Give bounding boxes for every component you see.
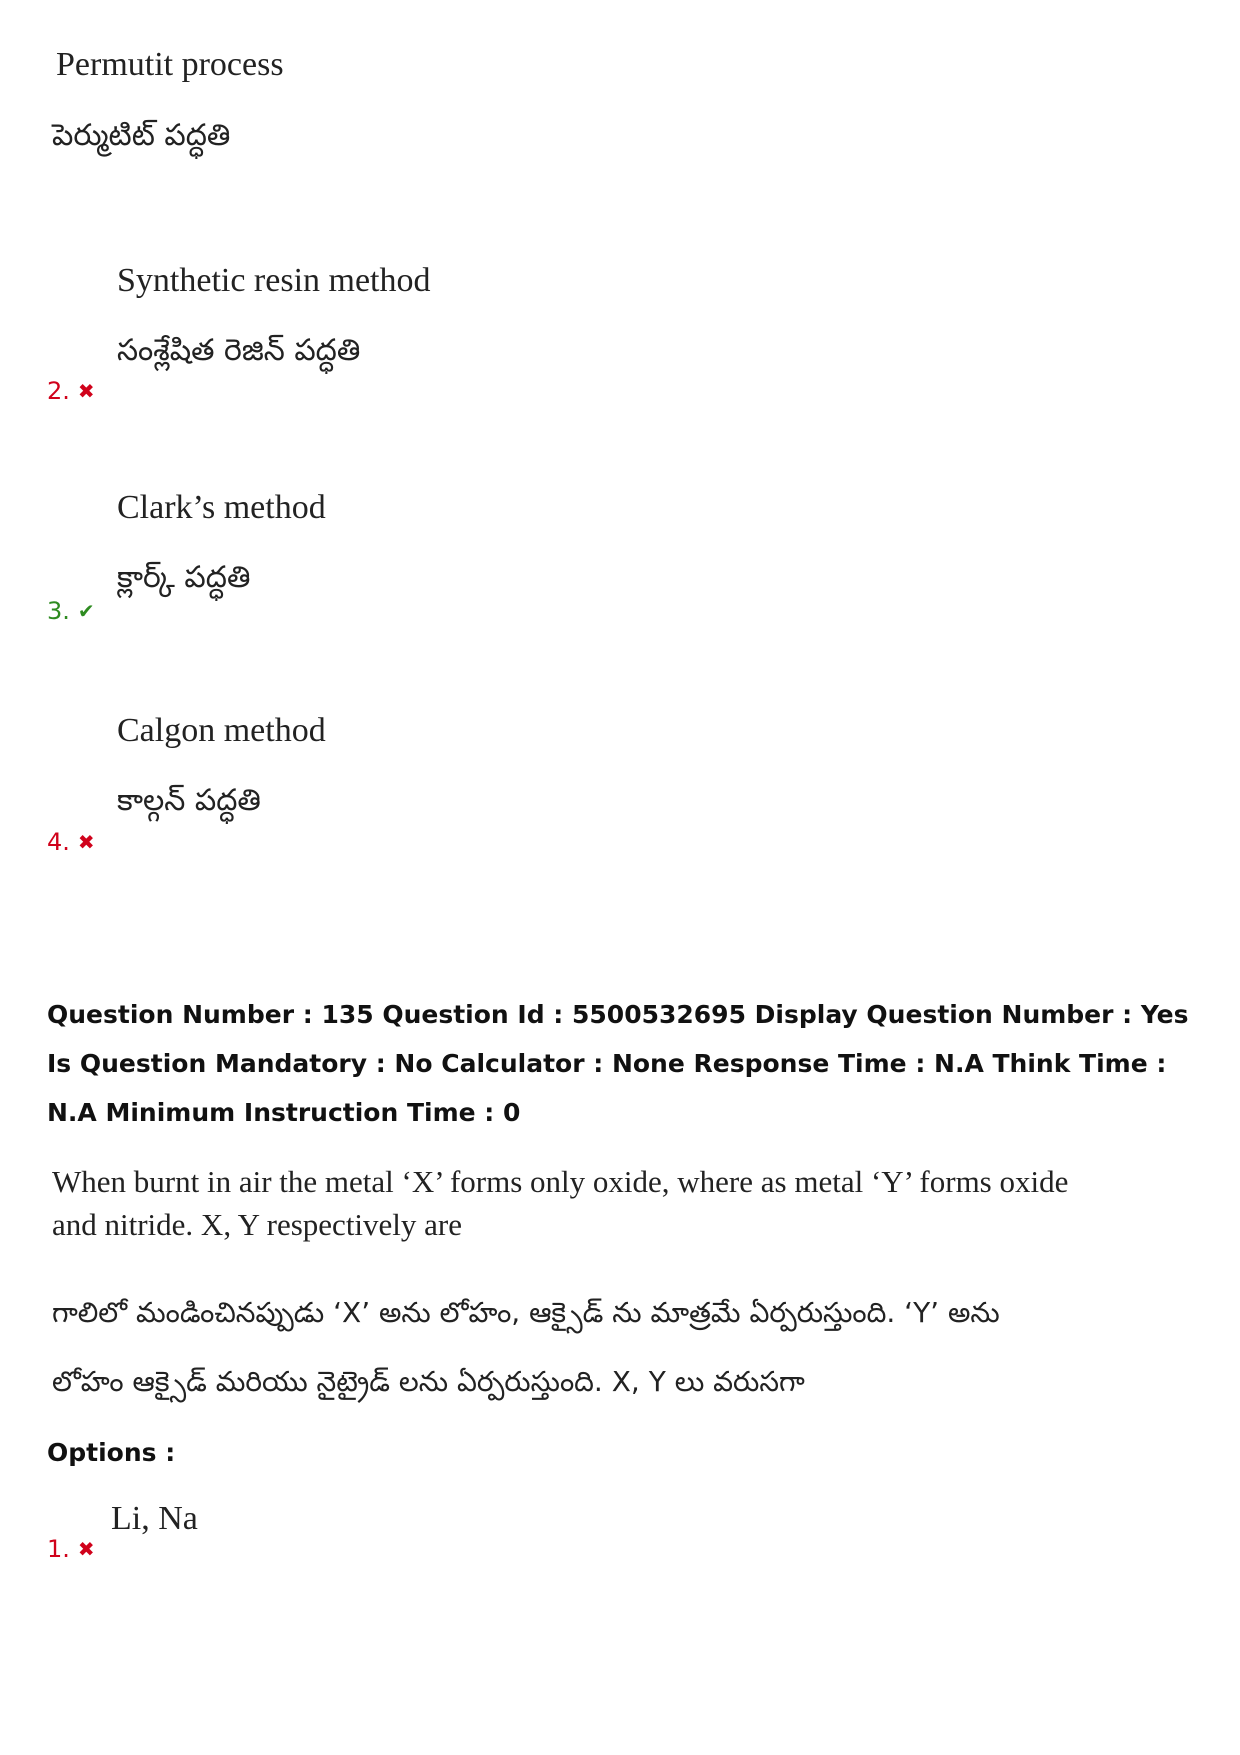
- cross-icon: ✖: [77, 379, 95, 403]
- option-3-english: Clark’s method: [117, 489, 326, 526]
- question-option-1-number: 1.: [47, 1535, 70, 1563]
- cross-icon: ✖: [77, 1537, 95, 1561]
- options-label: Options :: [47, 1438, 176, 1467]
- option-4-marker: [47, 828, 95, 856]
- option-1-telugu: పెర్ముటిట్ పద్ధతి: [52, 118, 231, 153]
- option-3-number: 3.: [47, 597, 70, 625]
- option-2-telugu: సంశ్లేషిత రెజిన్ పద్ధతి: [117, 333, 361, 368]
- cross-icon: ✖: [77, 830, 95, 854]
- question-text-english-line1: When burnt in air the metal ‘X’ forms only oxide, where as metal ‘Y’ forms oxide: [52, 1164, 1069, 1199]
- check-icon: ✔: [77, 599, 95, 623]
- option-2-number: 2.: [47, 377, 70, 405]
- option-2-marker: [47, 377, 95, 405]
- option-1-english: Permutit process: [56, 46, 284, 83]
- option-4-telugu: కాల్గన్ పద్ధతి: [117, 783, 261, 818]
- question-option-1-marker: [47, 1535, 95, 1563]
- option-3-marker: [47, 597, 95, 625]
- option-2-english: Synthetic resin method: [117, 262, 431, 299]
- question-text-telugu-line2: లోహం ఆక్సైడ్ మరియు నైట్రైడ్ లను ఏర్పరుస్తుంది. X, Y లు వరుసగా: [52, 1365, 805, 1398]
- question-option-1-text: Li, Na: [111, 1500, 198, 1537]
- question-text-english-line2: and nitride. X, Y respectively are: [52, 1207, 463, 1242]
- option-4-english: Calgon method: [117, 712, 326, 749]
- option-4-number: 4.: [47, 828, 70, 856]
- question-text-telugu-line1: గాలిలో మండించినప్పుడు ‘X’ అను లోహం, ఆక్సైడ్ ను మాత్రమే ఏర్పరుస్తుంది. ‘Y’ అను: [52, 1296, 1000, 1329]
- option-3-telugu: క్లార్క్ పద్ధతి: [117, 560, 251, 595]
- question-metadata: Question Number : 135 Question Id : 5500532695 Display Question Number : Yes Is Question Mandatory : No Calculator : None Response Time : N.A Think Time : N.A Minimum Instruction Time : 0: [47, 1000, 1189, 1127]
